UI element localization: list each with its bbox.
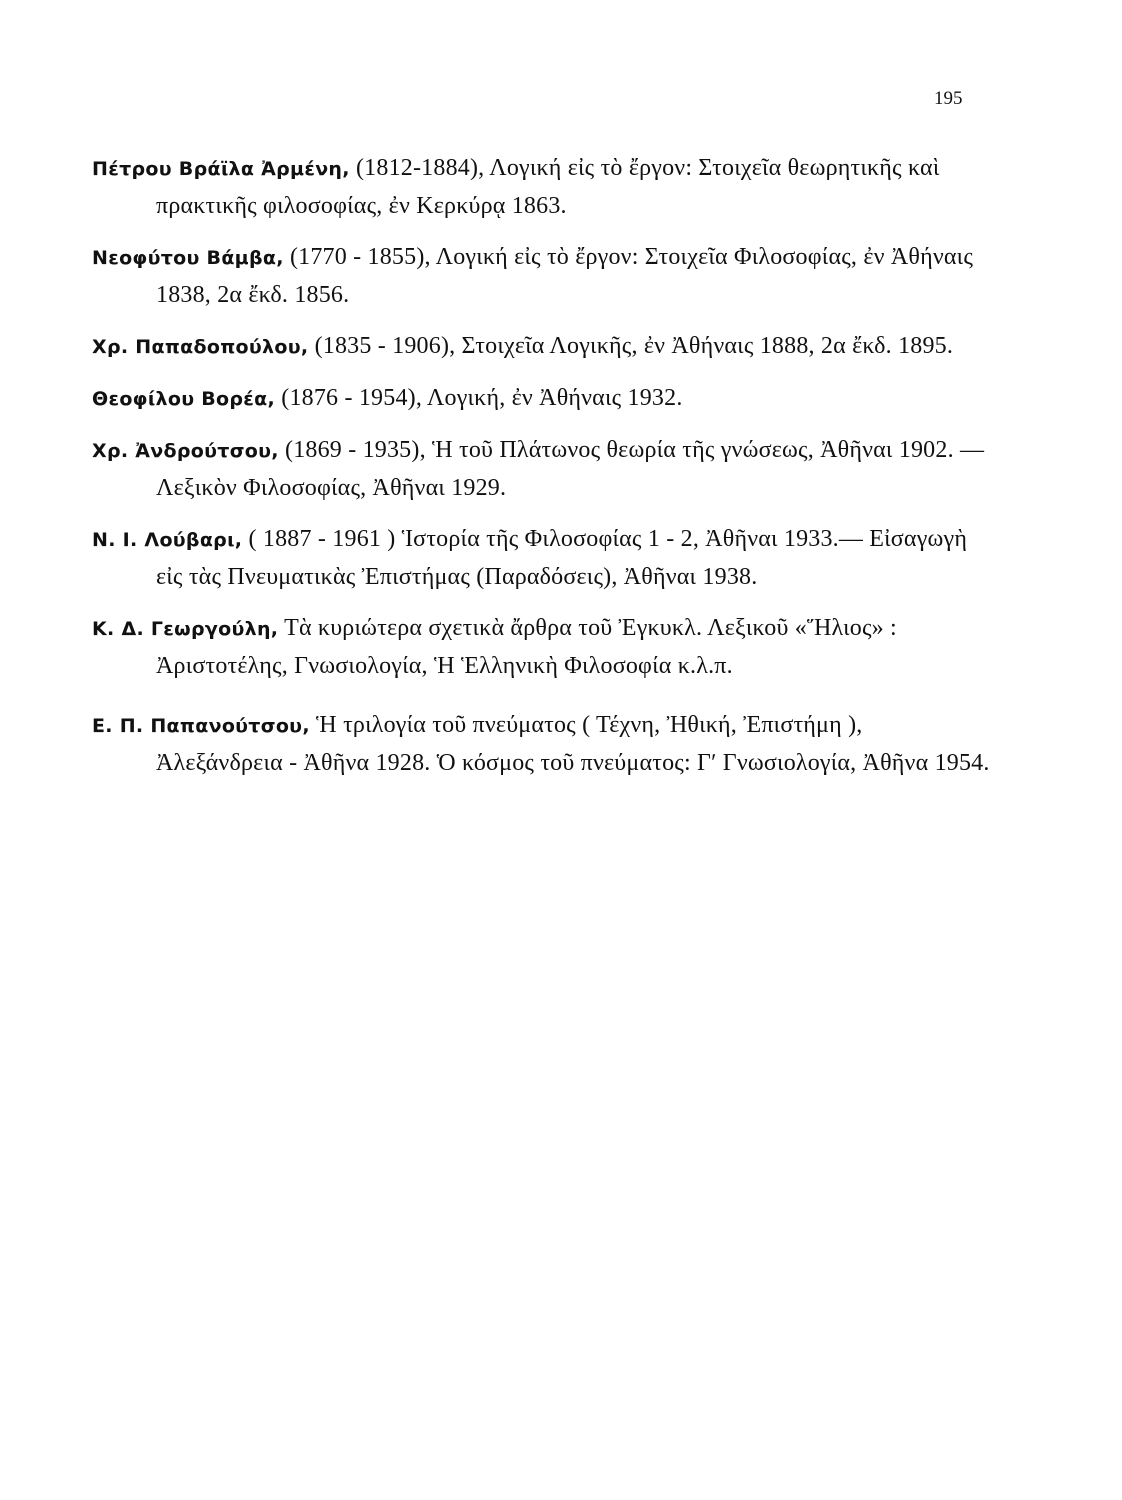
entry-author: Κ. Δ. Γεωργούλη,	[92, 618, 279, 640]
bibliography-entry	[92, 239, 992, 314]
bibliography-list	[92, 150, 992, 796]
bibliography-entry	[92, 432, 992, 507]
entry-text: (1876 - 1954), Λογική, ἐν Ἀθήναις 1932.	[281, 385, 683, 411]
bibliography-entry	[92, 610, 992, 685]
entry-text: (1835 - 1906), Στοιχεῖα Λογικῆς, ἐν Ἀθήναις 1888, 2α ἔκδ. 1895.	[314, 333, 954, 359]
entry-author: Ν. Ι. Λούβαρι,	[92, 529, 243, 551]
entry-author: Χρ. Παπαδοπούλου,	[92, 336, 309, 358]
bibliography-entry	[92, 380, 992, 418]
entry-author: Πέτρου Βράϊλα Ἀρμένη,	[92, 158, 350, 180]
bibliography-entry	[92, 521, 992, 596]
entry-text: Ἡ τριλογία τοῦ πνεύματος ( Τέχνη, Ἠθική, Ἐπιστήμη ), Ἀλεξάνδρεια - Ἀθῆνα 1928. Ὁ κόσμος τοῦ πνεύματος: Γʹ Γνωσιολογία, Ἀθῆνα 1954.	[156, 712, 990, 776]
page-number: 195	[934, 88, 963, 109]
entry-text: ( 1887 - 1961 ) Ἱστορία τῆς Φιλοσοφίας 1 - 2, Ἀθῆναι 1933.— Εἰσαγωγὴ εἰς τὰς Πνευματικὰς Ἐπιστήμας (Παραδόσεις), Ἀθῆναι 1938.	[156, 526, 968, 590]
bibliography-entry	[92, 328, 992, 366]
entry-author: Ε. Π. Παπανούτσου,	[92, 715, 310, 737]
bibliography-entry	[92, 707, 992, 782]
entry-text: (1812-1884), Λογική εἰς τὸ ἔργον: Στοιχεῖα θεωρητικῆς καὶ πρακτικῆς φιλοσοφίας, ἐν Κερκύρᾳ 1863.	[156, 155, 940, 219]
entry-text: Τὰ κυριώτερα σχετικὰ ἄρθρα τοῦ Ἐγκυκλ. Λεξικοῦ «Ἥλιος» : Ἀριστοτέλης, Γνωσιολογία, Ἡ Ἑλληνικὴ Φιλοσοφία κ.λ.π.	[156, 615, 897, 679]
entry-author: Χρ. Ἀνδρούτσου,	[92, 440, 279, 462]
entry-text: (1869 - 1935), Ἡ τοῦ Πλάτωνος θεωρία τῆς γνώσεως, Ἀθῆναι 1902. — Λεξικὸν Φιλοσοφίας, Ἀθῆναι 1929.	[156, 437, 985, 501]
entry-author: Νεοφύτου Βάμβα,	[92, 247, 284, 269]
entry-author: Θεοφίλου Βορέα,	[92, 388, 276, 410]
bibliography-entry	[92, 150, 992, 225]
entry-text: (1770 - 1855), Λογική εἰς τὸ ἔργον: Στοιχεῖα Φιλοσοφίας, ἐν Ἀθήναις 1838, 2α ἔκδ. 1856.	[156, 244, 974, 308]
